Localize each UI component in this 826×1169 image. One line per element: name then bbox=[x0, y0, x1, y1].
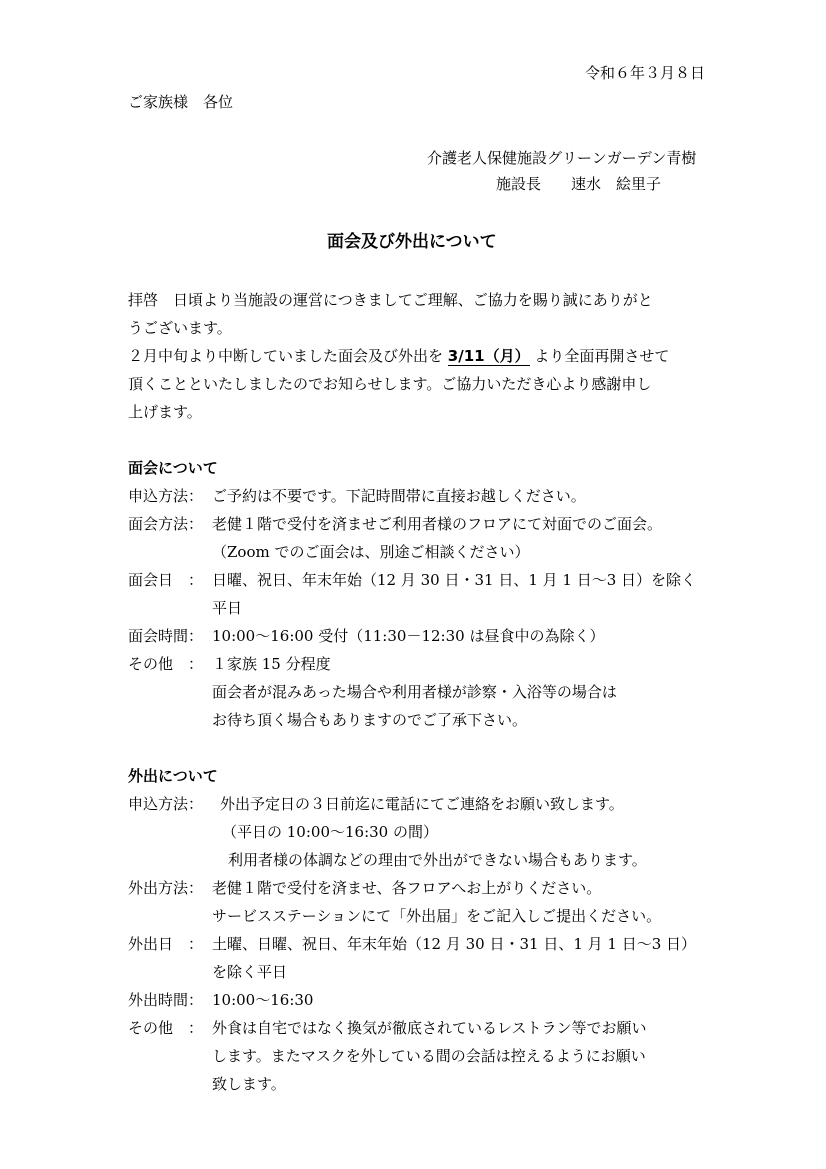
visit-other-text-2: 面会者が混みあった場合や利用者様が診察・入浴等の場合は bbox=[212, 683, 617, 701]
visit-apply-text: ご予約は不要です。下記時間帯に直接お越しください。 bbox=[212, 487, 586, 505]
page-title: 面会及び外出について bbox=[327, 232, 497, 252]
outing-apply-text: 外出予定日の３日前迄に電話にてご連絡をお願い致します。 bbox=[220, 795, 624, 813]
notice-date: 令和６年３月８日 bbox=[585, 64, 706, 82]
intro-line-3 bbox=[128, 346, 669, 366]
visit-day-text: 日曜、祝日、年末年始（12 月 30 日・31 日、1 月 1 日〜3 日）を除く bbox=[212, 571, 697, 589]
visit-apply-label: 申込方法： bbox=[128, 487, 204, 505]
visit-heading: 面会について bbox=[128, 459, 218, 477]
outing-time-text: 10:00〜16:30 bbox=[212, 991, 314, 1009]
outing-apply-note-2: 利用者様の体調などの理由で外出ができない場合もあります。 bbox=[228, 851, 647, 869]
outing-apply-note: （平日の 10:00〜16:30 の間） bbox=[222, 823, 438, 841]
outing-other-label: その他 ： bbox=[128, 1019, 204, 1037]
facility-name: 介護老人保健施設グリーンガーデン青樹 bbox=[427, 149, 697, 167]
outing-method-label: 外出方法： bbox=[128, 879, 204, 897]
outing-apply-label: 申込方法： bbox=[128, 795, 204, 813]
visit-day-label: 面会日 ： bbox=[128, 571, 204, 589]
outing-other-text: 外食は自宅ではなく換気が徹底されているレストラン等でお願い bbox=[212, 1019, 647, 1037]
intro-line-3-post: より全面再開させて bbox=[534, 347, 670, 365]
visit-method-label: 面会方法： bbox=[128, 515, 204, 533]
outing-time-label: 外出時間： bbox=[128, 991, 204, 1009]
intro-line-2: うございます。 bbox=[128, 319, 232, 337]
intro-line-3-pre: ２月中旬より中断していました面会及び外出を bbox=[128, 347, 444, 365]
intro-line-4: 頂くことといたしましたのでお知らせします。ご協力いただき心より感謝申し bbox=[128, 375, 652, 393]
visit-other-text-3: お待ち頂く場合もありますのでご了承下さい。 bbox=[212, 711, 528, 729]
intro-line-5: 上げます。 bbox=[128, 403, 202, 421]
outing-other-text-2: します。またマスクを外している間の会話は控えるようにお願い bbox=[212, 1047, 646, 1065]
visit-method-note: （Zoom でのご面会は、別途ご相談ください） bbox=[212, 543, 530, 561]
director-name: 施設長 速水 絵里子 bbox=[496, 175, 662, 193]
visit-time-label: 面会時間： bbox=[128, 627, 204, 645]
visit-day-text-2: 平日 bbox=[212, 599, 243, 617]
visit-method-text: 老健１階で受付を済ませご利用者様のフロアにて対面でのご面会。 bbox=[212, 515, 663, 533]
intro-line-1: 拝啓 日頃より当施設の運営につきましてご理解、ご協力を賜り誠にありがと bbox=[128, 291, 653, 309]
visit-other-text: １家族 15 分程度 bbox=[212, 655, 331, 673]
outing-other-text-3: 致します。 bbox=[212, 1075, 286, 1093]
visit-time-text: 10:00〜16:00 受付（11:30－12:30 は昼食中の為除く） bbox=[212, 627, 605, 645]
outing-method-text-2: サービスステーションにて「外出届」をご記入しご提出ください。 bbox=[212, 907, 662, 925]
outing-day-text: 土曜、日曜、祝日、年末年始（12 月 30 日・31 日、1 月 1 日〜3 日） bbox=[212, 935, 697, 953]
outing-day-text-2: を除く平日 bbox=[212, 963, 288, 981]
outing-method-text: 老健１階で受付を済ませ、各フロアへお上がりください。 bbox=[212, 879, 602, 897]
outing-day-label: 外出日 ： bbox=[128, 935, 204, 953]
visit-other-label: その他 ： bbox=[128, 655, 204, 673]
resume-date: 3/11（月） bbox=[447, 347, 530, 365]
recipient: ご家族様 各位 bbox=[128, 93, 234, 111]
outing-heading: 外出について bbox=[128, 767, 218, 785]
